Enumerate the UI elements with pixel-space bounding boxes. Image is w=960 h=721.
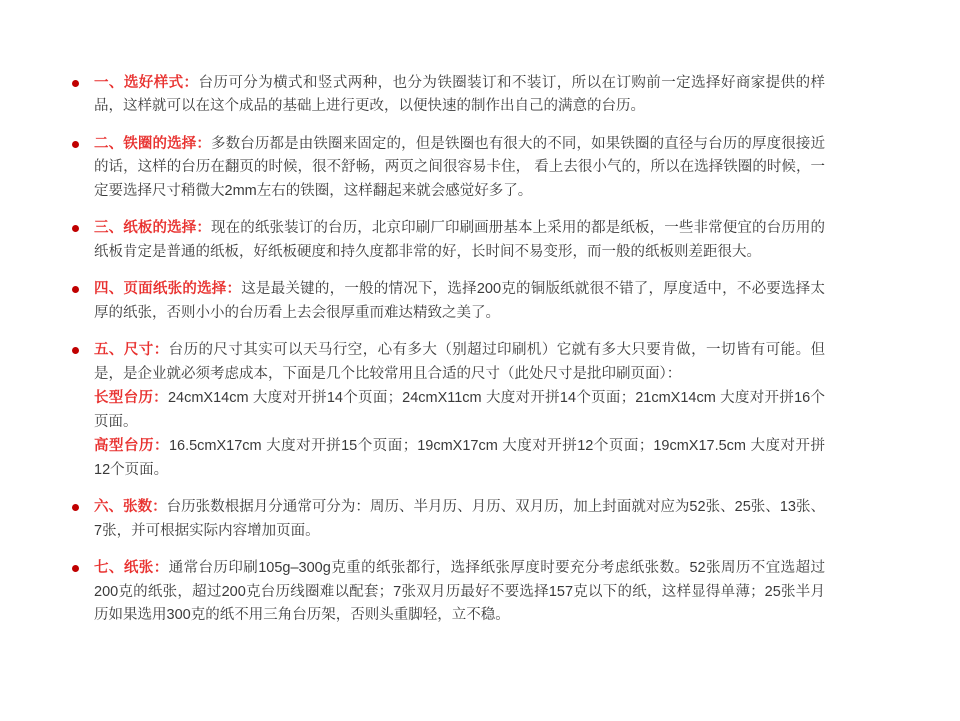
list-item-lead: 七、纸张： xyxy=(94,560,169,577)
list-item xyxy=(64,217,825,264)
list-item xyxy=(64,72,825,119)
list-item-lead: 一、选好样式： xyxy=(94,75,199,91)
list-item-body: 台历可分为横式和竖式两种，也分为铁圈装订和不装订，所以在订购前一定选择好商家提供的样品，这样就可以在这个成品的基础上进行更改，以便快速的制作出自己的满意的台历。 xyxy=(94,75,826,115)
list-item xyxy=(64,496,825,543)
list-item-lead: 六、张数： xyxy=(94,499,167,516)
list-item-body: 多数台历都是由铁圈来固定的，但是铁圈也有很大的不同，如果铁圈的直径与台历的厚度很接近的话，这样的台历在翻页的时候，很不舒畅，两页之间很容易卡住， 看上去很小气的，所以在选择铁圈的时候，一定要选择尺寸稍微大2mm左右的铁圈，这样翻起来就会感觉好多了。 xyxy=(94,135,826,199)
list-item-body: 台历的尺寸其实可以天马行空，心有多大（别超过印刷机）它就有多大只要肯做，一切皆有可能。但是，是企业就必须考虑成本，下面是几个比较常用且合适的尺寸（此处尺寸是批印刷页面）： xyxy=(94,342,826,382)
list-item-paragraph xyxy=(94,217,825,264)
bullet-icon xyxy=(72,80,79,87)
sub-line-label: 高型台历： xyxy=(94,438,169,455)
list-item xyxy=(64,133,825,203)
bullet-icon xyxy=(72,286,79,293)
list-item xyxy=(64,339,825,482)
list-item-body: 通常台历印刷105g–300g克重的纸张都行，选择纸张厚度时要充分考虑纸张数。52张周历不宜选超过200克的纸张，超过200克台历线圈难以配套；7张双月历最好不要选择157克以下的纸，这样显得单薄；25张半月历如果选用300克的纸不用三角台历架，否则头重脚轻，立不稳。 xyxy=(94,560,826,624)
bullet-icon xyxy=(72,225,79,232)
list-item-paragraph xyxy=(94,278,825,325)
list-item-paragraph xyxy=(94,133,825,203)
list-item-body: 台历张数根据月分通常可分为：周历、半月历、月历、双月历，加上封面就对应为52张、25张、13张、7张，并可根据实际内容增加页面。 xyxy=(94,499,826,539)
list-item-lead: 二、铁圈的选择： xyxy=(94,135,211,152)
list-item-paragraph xyxy=(94,496,825,543)
tips-list xyxy=(64,72,825,628)
list-item-paragraph xyxy=(94,72,825,119)
list-item xyxy=(64,278,825,325)
list-item-paragraph xyxy=(94,339,825,386)
sub-line-text: 16.5cmX17cm 大度对开拼15个页面；19cmX17cm 大度对开拼12个页面；19cmX17.5cm 大度对开拼12个页面。 xyxy=(94,438,825,478)
list-item-lead: 三、纸板的选择： xyxy=(94,220,211,237)
list-item xyxy=(64,557,825,627)
sub-line-text: 24cmX14cm 大度对开拼14个页面；24cmX11cm 大度对开拼14个页面；21cmX14cm 大度对开拼16个页面。 xyxy=(94,390,826,430)
list-item-body: 这是最关键的，一般的情况下，选择200克的铜版纸就很不错了，厚度适中，不必要选择太厚的纸张，否则小小的台历看上去会很厚重而难达精致之美了。 xyxy=(94,281,825,321)
sub-line-label: 长型台历： xyxy=(94,390,168,407)
list-item-paragraph xyxy=(94,557,825,627)
bullet-icon xyxy=(72,347,79,354)
list-item-lead: 四、页面纸张的选择： xyxy=(94,281,242,298)
bullet-icon xyxy=(72,141,79,148)
bullet-icon xyxy=(72,565,79,572)
list-item-body: 现在的纸张装订的台历，北京印刷厂印刷画册基本上采用的都是纸板，一些非常便宜的台历用的纸板肯定是普通的纸板，好纸板硬度和持久度都非常的好，长时间不易变形，而一般的纸板则差距很大。 xyxy=(94,220,826,260)
list-item-lead: 五、尺寸： xyxy=(94,342,169,359)
bullet-icon xyxy=(72,504,79,511)
sub-line xyxy=(94,387,825,434)
sub-line xyxy=(94,435,825,482)
